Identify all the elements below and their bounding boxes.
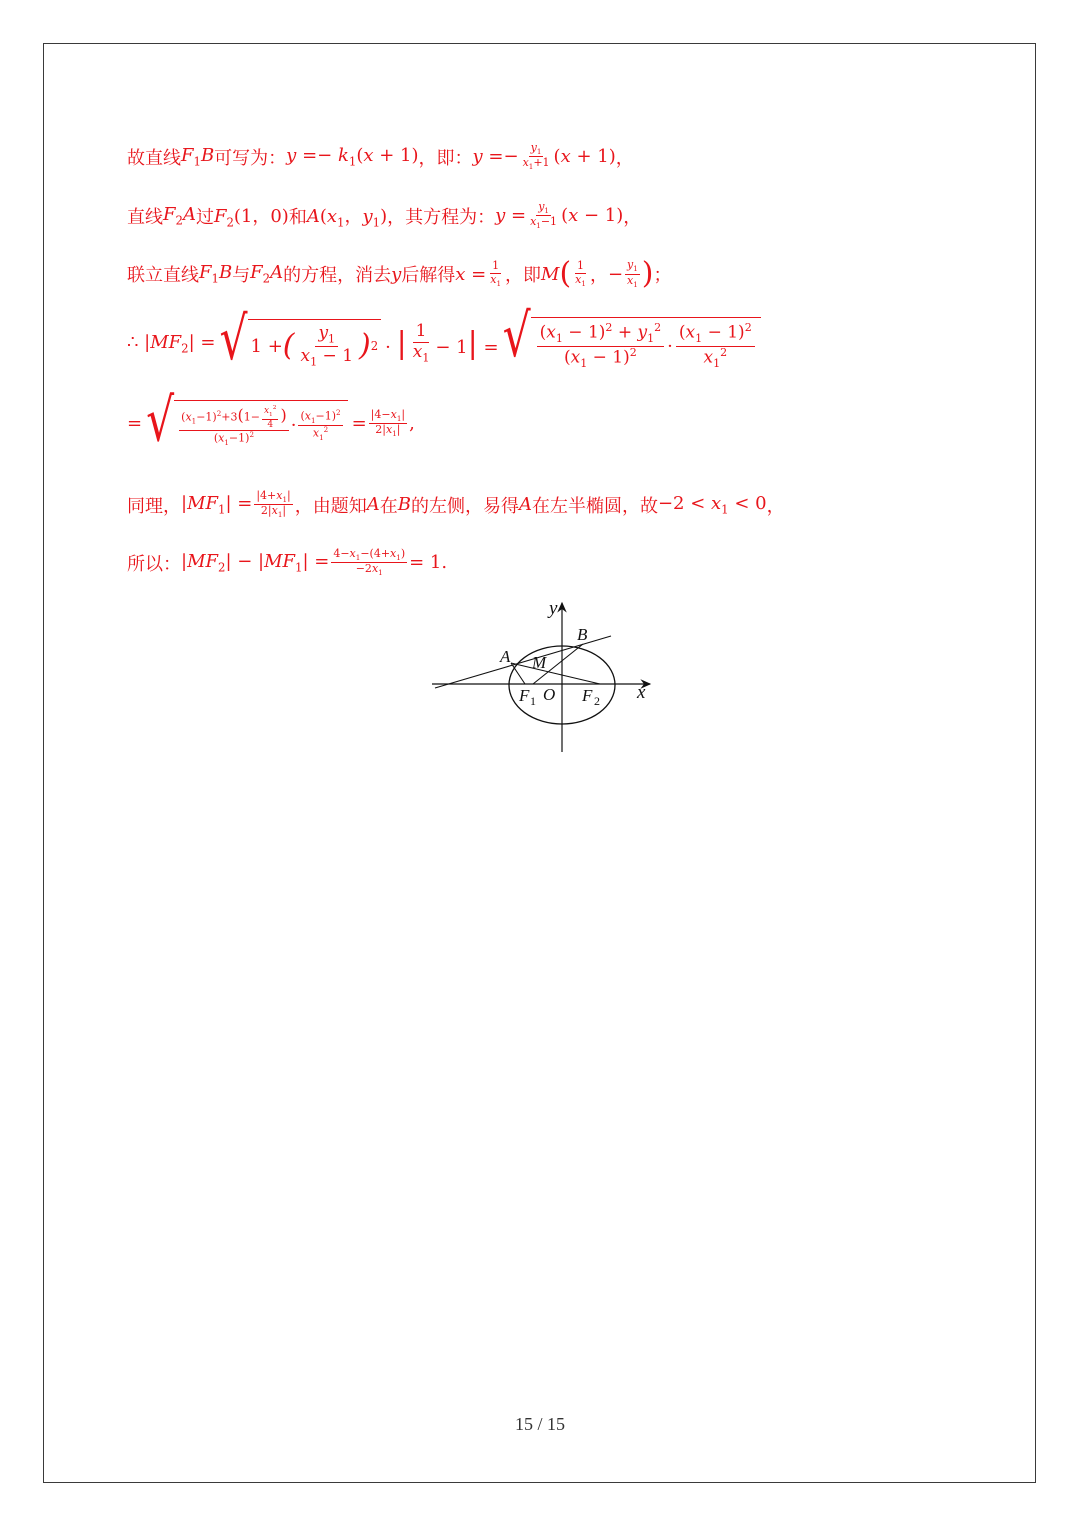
math-MF1: $|MF_1|$ =: [181, 493, 253, 517]
label-F1-sub: 1: [530, 694, 536, 708]
line2-pre: 直线: [127, 206, 163, 228]
frac-y1-x1p1: $\frac{y_1}{x_1+1}$: [522, 141, 550, 172]
equals: =: [127, 412, 143, 434]
line6-mid2: 在: [379, 495, 398, 517]
frac-y1-x1: $\frac{y_1}{x_1}$: [627, 258, 638, 289]
minus: −: [607, 263, 624, 285]
math-MF2-lhs: ∴ $|MF_2|$ =: [127, 331, 216, 356]
math-F2A-2: $F_2A$: [250, 262, 284, 286]
line3-end: ；: [653, 265, 672, 286]
math-F2-point: $F_2(1$，0): [213, 206, 289, 230]
math-F1B: $F_1B$: [181, 145, 215, 169]
math-x-eq: x =: [455, 263, 487, 285]
math-abs2: − 1| =: [435, 325, 499, 361]
line3-mid2: 后解得: [401, 265, 456, 286]
line3-and: 与: [232, 265, 251, 286]
line3-mid: 的方程，消去: [283, 265, 392, 286]
line1-eq: ，即：: [418, 147, 473, 169]
solution-line-7: [127, 548, 447, 578]
comma: ，: [589, 265, 608, 286]
math-eq4: y =: [495, 205, 527, 227]
math-A2: A: [518, 494, 532, 516]
math-F2A: $F_2A$: [163, 204, 196, 228]
line3-mid3: ，即: [505, 265, 542, 286]
line2-mid: 过: [195, 206, 214, 228]
math-F1B-2: $F_1B$: [199, 262, 233, 286]
paren-close: ): [641, 256, 654, 291]
line2-post: ，其方程为：: [387, 206, 496, 228]
line7-pre: 所以：: [127, 553, 181, 575]
frac-1-x1-b: $\frac{1}{x_1}$: [575, 258, 586, 288]
line1-pre: 故直线: [127, 147, 181, 169]
line6-mid: ，由题知: [294, 495, 367, 517]
line6-mid3: 的左侧，易得: [410, 495, 519, 517]
math-B: B: [397, 494, 411, 516]
math-y: y: [391, 263, 402, 285]
solution-line-6: [127, 490, 785, 520]
line1-post: ，: [615, 147, 634, 169]
line1-mid: 可写为：: [214, 147, 287, 169]
label-y: y: [549, 598, 558, 619]
solution-line-3: [127, 256, 672, 291]
frac-MF1: $\frac{|4+x_1|}{2|x_1|}$: [256, 489, 291, 520]
line2-end: ，: [623, 206, 642, 228]
math-diff: $|MF_2| - |MF_1|$ =: [181, 551, 330, 575]
solution-line-1: [127, 142, 634, 172]
paren-open: (: [559, 256, 572, 291]
line6-end: ，: [766, 495, 785, 517]
line2-and: 和: [288, 206, 307, 228]
frac-1-x1-large: $\frac{1}{x_1}$: [412, 321, 430, 365]
math-ineq: $-2 < x_1 < 0$: [657, 493, 767, 517]
ellipse-diagram: [425, 595, 665, 760]
line6-mid4: 在左半椭圆，故: [531, 495, 658, 517]
frac-1-x1: $\frac{1}{x_1}$: [490, 258, 502, 288]
line3-pre: 联立直线: [127, 265, 199, 286]
page-number: 15 / 15: [514, 1414, 565, 1434]
line6-pre: 同理，: [127, 495, 181, 517]
math-A-point: $A(x_1$，$y_1$): [306, 206, 388, 230]
solution-line-4: [127, 302, 765, 374]
label-F2: F: [582, 686, 593, 705]
math-eq2: y =−: [472, 146, 519, 168]
label-F1: F: [519, 686, 530, 705]
label-A: A: [500, 647, 511, 666]
sqrt-2: √ $\frac{(x_1 - 1)^2 + y_1^2}{(x_1 - 1)^2}$ · $\frac{(x_1 - 1)^2}{x_1^2}$: [503, 317, 761, 371]
math-eq5: (x − 1): [561, 205, 624, 227]
label-B: B: [577, 625, 588, 644]
comma2: ,: [409, 412, 415, 434]
line7-end: .: [441, 552, 448, 574]
frac-final: $\frac{4-x_1-(4+x_1)}{-2x_1}$: [333, 547, 406, 578]
solution-line-2: [127, 201, 641, 231]
sqrt-1: √ 1 + ( $\frac{y_1}{x_1 - 1}$ ) 2: [219, 319, 381, 369]
label-M: M: [532, 653, 547, 672]
math-M: M: [541, 263, 560, 285]
label-x: x: [637, 682, 646, 703]
label-F2-sub: 2: [594, 694, 600, 708]
label-O: O: [543, 685, 556, 704]
math-A: A: [366, 494, 380, 516]
math-eq3: (x + 1): [553, 146, 616, 168]
math-eq1: $y =- k_1(x + 1)$: [286, 145, 419, 169]
result-eq: = 1: [409, 552, 442, 574]
frac-y1-x1m1: $\frac{y_1}{x_1-1}$: [530, 200, 558, 231]
frac-result: $\frac{|4-x_1|}{2|x_1|}$: [370, 407, 406, 439]
equals2: =: [351, 412, 367, 434]
math-abs: · |: [385, 325, 407, 361]
sqrt-3: √ $(x_1-1)^2+3(1-$ $\frac{x_1^2}{4}$ ) $(x_1-1)^2$ · $\frac{(x_1-1)^2}{x_1^2}$: [146, 400, 347, 447]
solution-line-5: [127, 386, 415, 456]
